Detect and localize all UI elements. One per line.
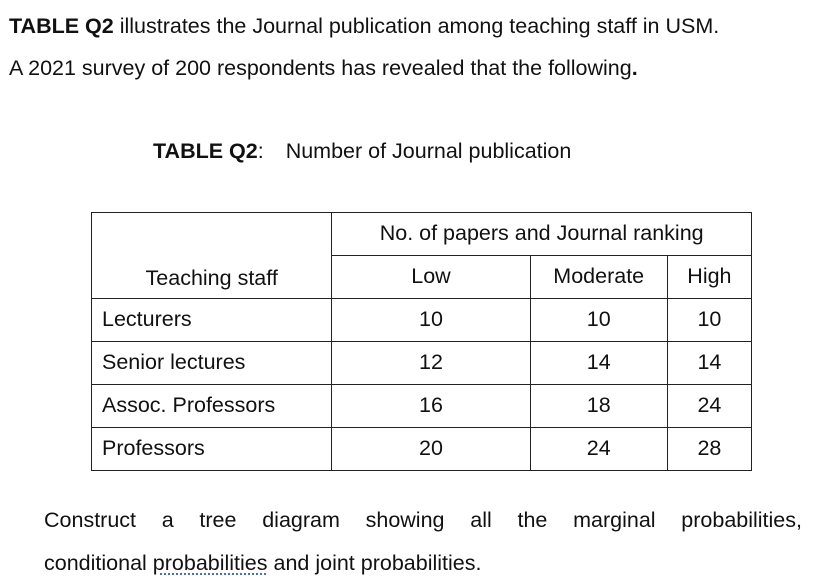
caption-label: TABLE Q2: [153, 139, 258, 163]
instruction-line-2-start: conditional: [44, 551, 153, 575]
intro-line-2-period: .: [631, 56, 638, 80]
table-row: [92, 428, 752, 471]
caption-colon: :: [257, 139, 264, 163]
cell-professors-high: 28: [667, 428, 751, 471]
column-header-low: Low: [332, 256, 530, 299]
journal-publication-table: [91, 212, 752, 471]
row-label-senior-lectures: Senior lectures: [92, 342, 332, 385]
cell-assoc-professors-low: 16: [332, 385, 530, 428]
caption-title: Number of Journal publication: [285, 139, 572, 163]
cell-lecturers-low: 10: [332, 299, 530, 342]
instruction-line-1: Construct a tree diagram showing all the marginal probabilities,: [44, 508, 802, 532]
table-caption: [153, 141, 571, 163]
cell-senior-lectures-moderate: 14: [530, 342, 667, 385]
intro-line-2-text: A 2021 survey of 200 respondents has revealed that the following: [9, 56, 632, 80]
cell-lecturers-moderate: 10: [530, 299, 667, 342]
spellcheck-marked-word: probabilities: [152, 551, 268, 575]
row-label-lecturers: Lecturers: [92, 299, 332, 342]
table-row: [92, 299, 752, 342]
intro-line-2: [9, 58, 638, 80]
cell-assoc-professors-moderate: 18: [530, 385, 667, 428]
cell-assoc-professors-high: 24: [667, 385, 751, 428]
cell-senior-lectures-low: 12: [332, 342, 530, 385]
intro-table-ref: TABLE Q2: [9, 14, 114, 38]
cell-professors-low: 20: [332, 428, 530, 471]
intro-line-1-text: illustrates the Journal publication among teaching staff in USM.: [113, 14, 720, 38]
instruction-line-2-end: and joint probabilities.: [267, 551, 482, 575]
table-row: [92, 342, 752, 385]
cell-senior-lectures-high: 14: [667, 342, 751, 385]
intro-line-1: [9, 16, 719, 38]
instruction-line-2: [44, 553, 481, 575]
column-header-high: High: [667, 256, 751, 299]
cell-professors-moderate: 24: [530, 428, 667, 471]
table-row: [92, 385, 752, 428]
row-label-professors: Professors: [92, 428, 332, 471]
table-header-row-1: [92, 213, 752, 256]
cell-lecturers-high: 10: [667, 299, 751, 342]
papers-ranking-header: No. of papers and Journal ranking: [332, 213, 752, 256]
teaching-staff-header: Teaching staff: [92, 213, 332, 299]
column-header-moderate: Moderate: [530, 256, 667, 299]
row-label-assoc-professors: Assoc. Professors: [92, 385, 332, 428]
